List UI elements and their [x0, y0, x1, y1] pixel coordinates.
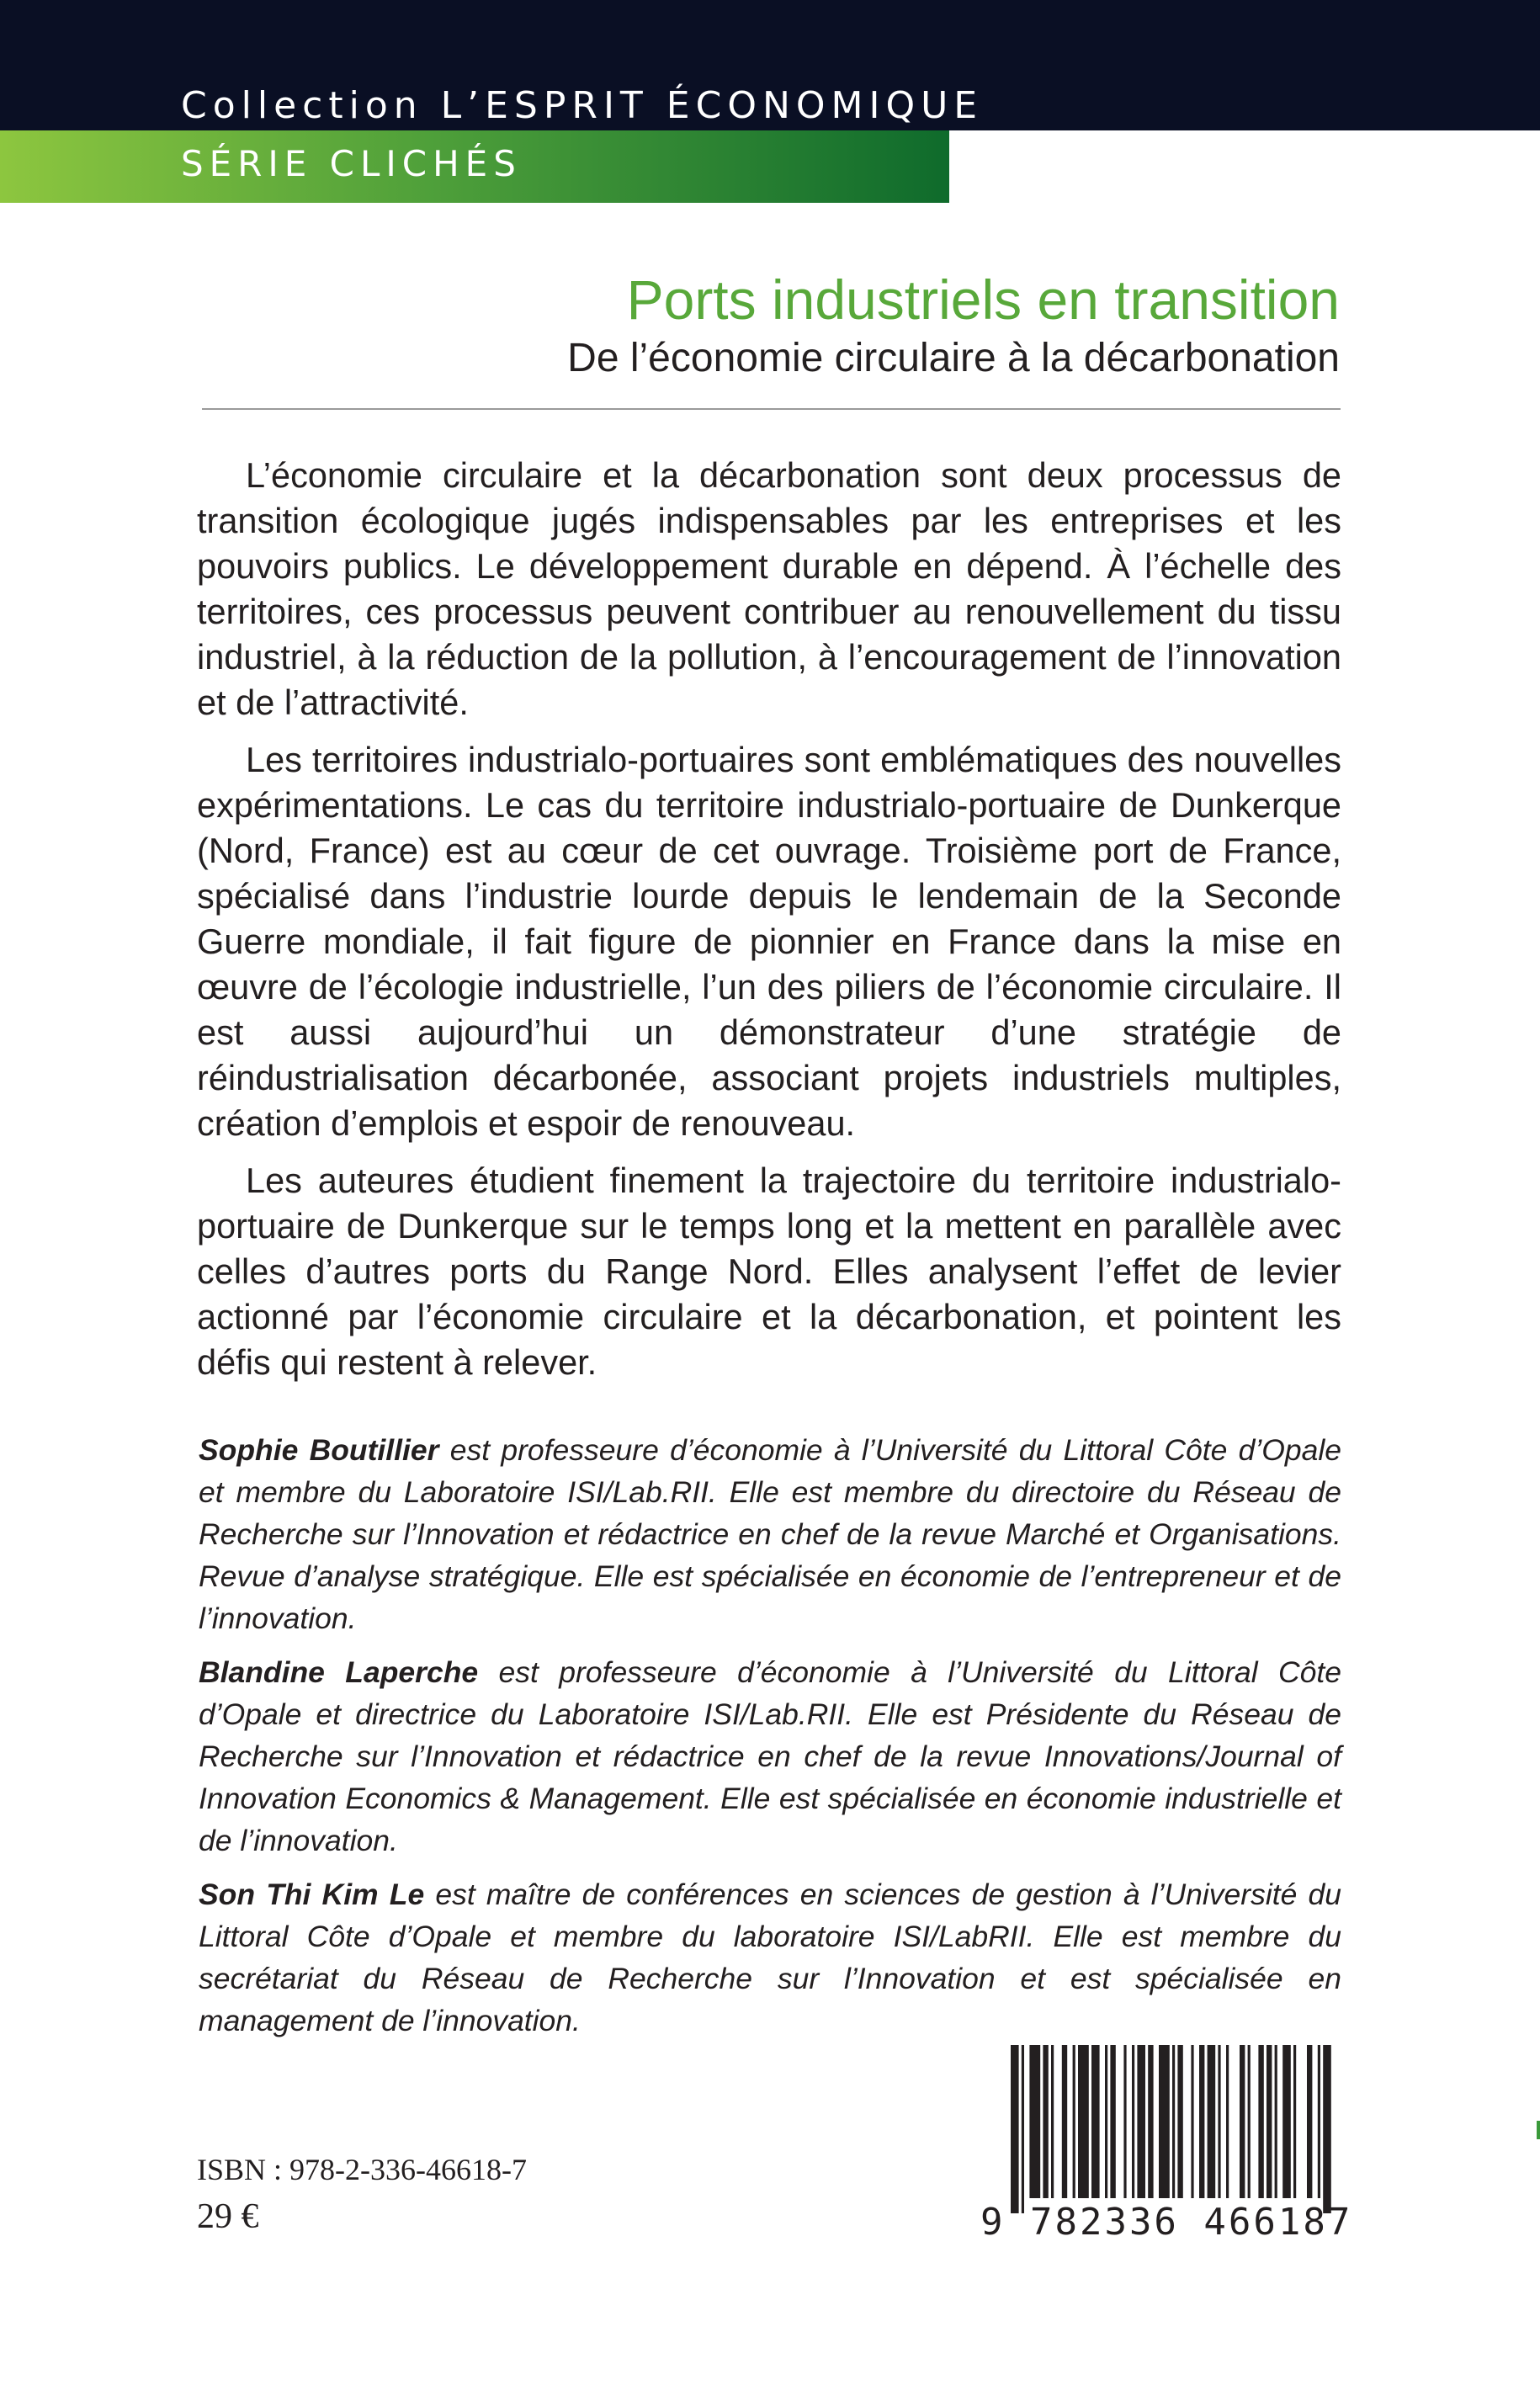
barcode-bar: [1137, 2045, 1145, 2198]
barcode-bar: [1148, 2045, 1153, 2198]
barcode-bar: [1091, 2045, 1100, 2198]
barcode-bar: [1011, 2045, 1019, 2213]
barcode-bar: [1226, 2045, 1229, 2198]
price: 29 €: [197, 2197, 259, 2236]
barcode-bar: [1051, 2045, 1054, 2198]
barcode-bar: [1191, 2045, 1193, 2198]
summary-paragraph: L’économie circulaire et la décarbonation sont deux processus de transition écologique jugés indispensables par les entreprises et les pouvoirs publics. Le développement durable en dépend. À l’échelle des territoires, ces processus peuvent contribuer au renouvellement du tissu industriel, à la réduction de la pollution, à l’encouragement de l’innovation et de l’attractivité.: [197, 455, 1341, 722]
barcode-bar: [1318, 2045, 1320, 2198]
author-bio: [199, 1651, 1341, 1862]
author-bio-text: est maître de conférences en sciences de gestion à l’Université du Littoral Côte d’Opale et membre du laboratoire ISI/LabRII. Elle est membre du secrétariat du Réseau de Recherche sur l’Innovation et est spécialisée en management de l’innovation.: [199, 1878, 1341, 2037]
book-title: Ports industriels en transition: [626, 268, 1340, 331]
barcode-bar: [1307, 2045, 1312, 2198]
barcode-bar: [1132, 2045, 1134, 2198]
author-bio: [199, 1873, 1341, 2042]
summary-paragraph: Les territoires industrialo-portuaires sont emblématiques des nouvelles expérimentations. Le cas du territoire industrialo-portuaire de Dunkerque (Nord, France) est au cœur de cet ouvrage. Troisième port de France, spécialisé dans l’industrie lourde depuis le lendemain de la Seconde Guerre mondiale, il fait figure de pionnier en France dans la mise en œuvre de l’écologie industrielle, l’un des piliers de l’économie circulaire. Il est aussi aujourd’hui un démonstrateur d’une stratégie de réindustrialisation décarbonée, associant projets industriels multiples, création d’emplois et espoir de renouveau.: [197, 740, 1341, 1143]
barcode-bar: [1043, 2045, 1048, 2198]
barcode-bar: [1110, 2045, 1115, 2198]
barcode-bar: [1062, 2045, 1067, 2198]
trim-mark: [1537, 2121, 1540, 2139]
title-divider: [202, 408, 1341, 410]
barcode-bars: [980, 2045, 1334, 2213]
barcode-bar: [1172, 2045, 1175, 2198]
barcode-bar: [1282, 2045, 1291, 2198]
barcode-bar: [1248, 2045, 1251, 2198]
author-name: Son Thi Kim Le: [199, 1878, 425, 1911]
barcode-bar: [1240, 2045, 1245, 2198]
isbn: ISBN : 978-2-336-46618-7: [197, 2153, 527, 2186]
barcode-bar: [1177, 2045, 1182, 2198]
author-name: Blandine Laperche: [199, 1655, 479, 1689]
barcode-bar: [1323, 2045, 1331, 2213]
barcode-bar: [1258, 2045, 1263, 2198]
summary: [197, 453, 1341, 1397]
barcode-bar: [1073, 2045, 1075, 2198]
barcode: [980, 2045, 1353, 2244]
author-bio-text: est professeure d’économie à l’Université du Littoral Côte d’Opale et membre du Laboratoire ISI/Lab.RII. Elle est membre du directoire du Réseau de Recherche sur l’Innovation et rédactrice en chef de la revue Marché et Organisations. Revue d’analyse stratégique. Elle est spécialisée en économie de l’entrepreneur et de l’innovation.: [199, 1433, 1341, 1635]
summary-paragraph: Les auteures étudient finement la trajectoire du territoire industrialo-portuaire de Dunkerque sur le temps long et la mettent en parallèle avec celles d’autres ports du Range Nord. Elles analysent l’effet de levier actionné par l’économie circulaire et la décarbonation, et pointent les défis qui restent à relever.: [197, 1161, 1341, 1382]
barcode-bar: [1293, 2045, 1296, 2198]
barcode-bar: [1105, 2045, 1107, 2198]
author-bio-text: est professeure d’économie à l’Université du Littoral Côte d’Opale et directrice du Laboratoire ISI/Lab.RII. Elle est Présidente du Réseau de Recherche sur l’Innovation et rédactrice en chef de la revue Innovations/Journal of Innovation Economics & Management. Elle est spécialisée en économie industrielle et de l’innovation.: [199, 1655, 1341, 1857]
barcode-bar: [1123, 2045, 1126, 2198]
barcode-bar: [1208, 2045, 1216, 2198]
barcode-bar: [1275, 2045, 1277, 2198]
barcode-bar: [1159, 2045, 1170, 2198]
author-name: Sophie Boutillier: [199, 1433, 439, 1467]
barcode-bar: [1078, 2045, 1089, 2198]
book-subtitle: De l’économie circulaire à la décarbonation: [567, 336, 1340, 380]
barcode-bar: [1267, 2045, 1272, 2198]
collection-name: Collection L’ESPRIT ÉCONOMIQUE: [181, 84, 984, 127]
series-name: SÉRIE CLICHÉS: [181, 143, 522, 184]
barcode-bar: [1029, 2045, 1040, 2198]
barcode-bar: [1199, 2045, 1204, 2198]
barcode-bar: [1022, 2045, 1024, 2213]
author-bios: [199, 1429, 1341, 2053]
barcode-bar: [1218, 2045, 1220, 2198]
barcode-digits: 9 782336 466187: [980, 2201, 1353, 2244]
author-bio: [199, 1429, 1341, 1639]
